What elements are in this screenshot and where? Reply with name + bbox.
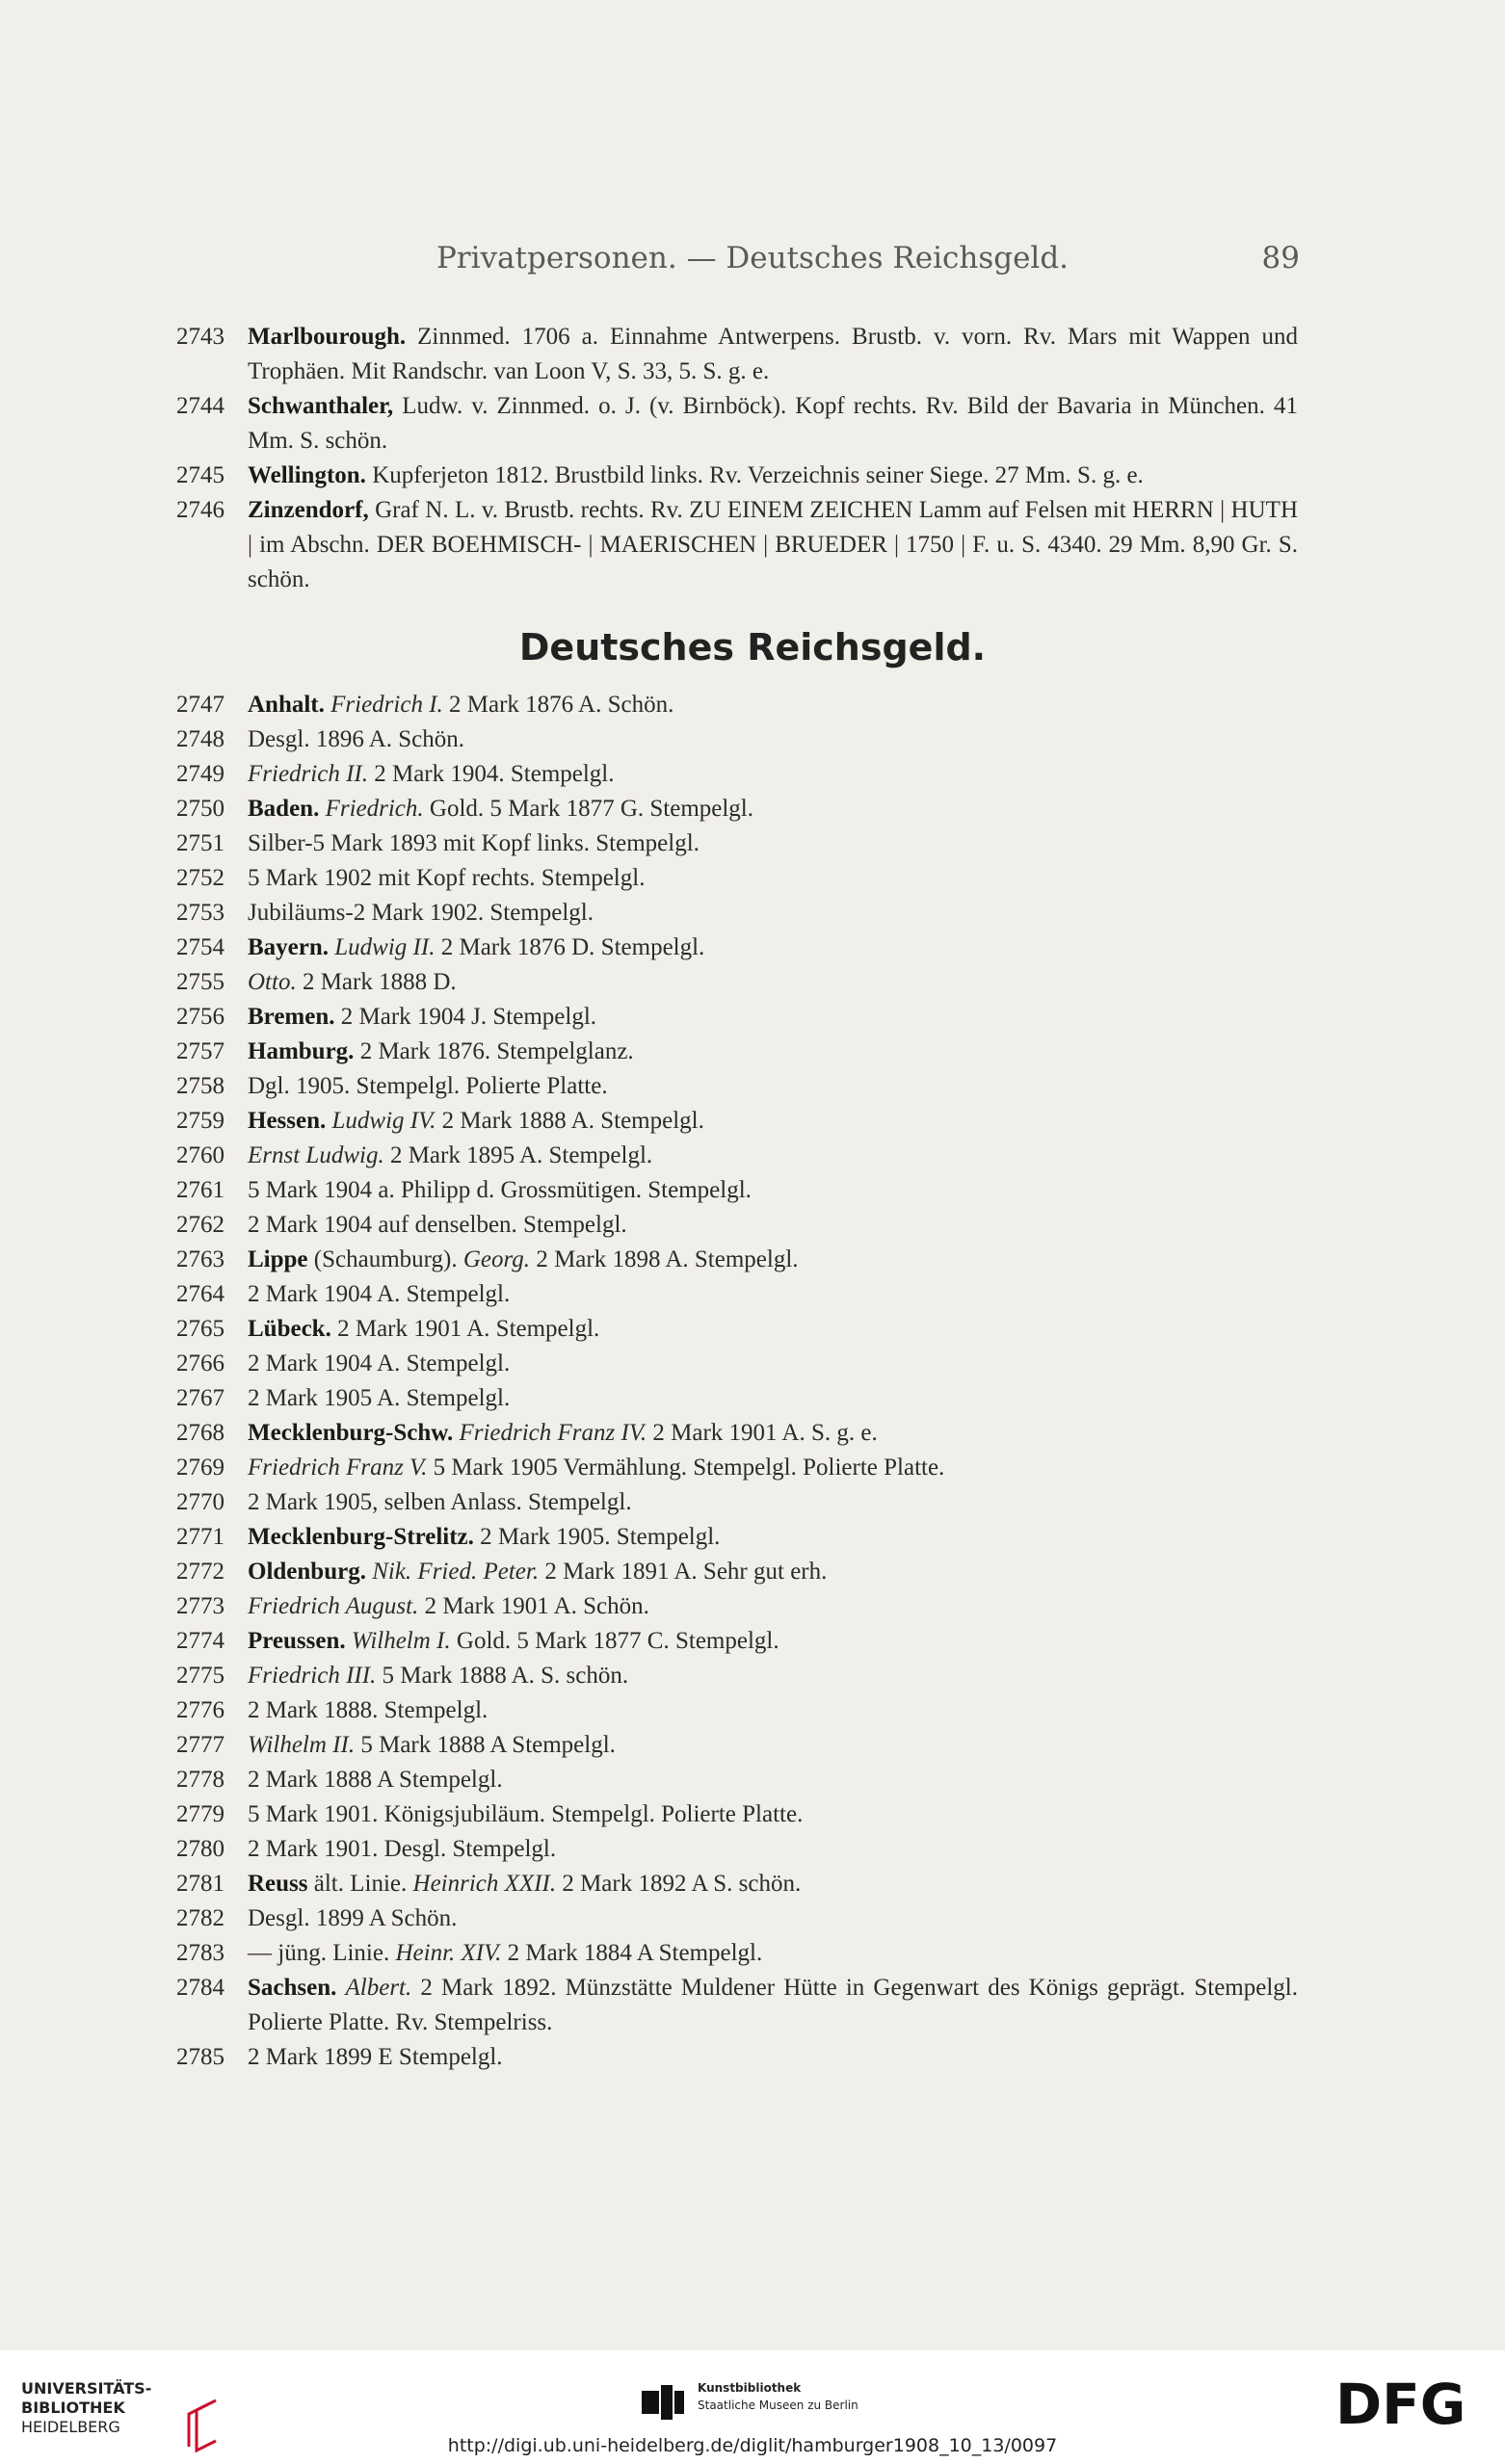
- entry-ruler: Ludwig IV.: [331, 1108, 436, 1134]
- entry-ruler: Heinrich XXII.: [412, 1871, 557, 1897]
- entry-text: Baden. Friedrich. Gold. 5 Mark 1877 G. Stempelgl.: [248, 796, 754, 822]
- entry-number: 2773: [176, 1593, 224, 1619]
- entry-place: Hessen.: [248, 1108, 327, 1134]
- catalog-entry: [0, 1936, 1505, 1971]
- entry-ruler: Ludwig II.: [334, 934, 436, 960]
- entry-place: Marlbourough.: [248, 324, 407, 350]
- entry-ruler: Friedrich III.: [248, 1663, 377, 1689]
- entry-number: 2766: [176, 1350, 224, 1376]
- entries-top-list: [0, 320, 1505, 597]
- kunstbibliothek-logo[interactable]: [640, 2381, 890, 2429]
- catalog-entry: [0, 1693, 1505, 1728]
- entry-text: Bremen. 2 Mark 1904 J. Stempelgl.: [248, 1004, 597, 1030]
- entry-number: 2757: [176, 1038, 224, 1064]
- entry-number: 2743: [176, 324, 224, 350]
- entry-number: 2774: [176, 1628, 224, 1654]
- entry-text: Hessen. Ludwig IV. 2 Mark 1888 A. Stempelgl.: [248, 1108, 704, 1134]
- catalog-entries: [0, 320, 1505, 2075]
- entry-place: Sachsen.: [248, 1975, 337, 2001]
- entry-text: Mecklenburg-Schw. Friedrich Franz IV. 2 Mark 1901 A. S. g. e.: [248, 1420, 878, 1446]
- entry-ruler: Wilhelm I.: [351, 1628, 451, 1654]
- entry-text: 2 Mark 1904 A. Stempelgl.: [248, 1350, 511, 1376]
- entry-number: 2771: [176, 1524, 224, 1550]
- entry-text: Reuss ält. Linie. Heinrich XXII. 2 Mark 1892 A S. schön.: [248, 1871, 802, 1897]
- dfg-logo-icon[interactable]: [1332, 2368, 1486, 2435]
- catalog-entry: [0, 1451, 1505, 1485]
- catalog-entry: [0, 1763, 1505, 1797]
- entry-number: 2758: [176, 1073, 224, 1099]
- catalog-entry: [0, 1381, 1505, 1416]
- entry-place: Bremen.: [248, 1004, 335, 1030]
- kunstbibliothek-icon: [640, 2383, 686, 2422]
- catalog-entry: [0, 688, 1505, 722]
- entry-ruler: Otto.: [248, 969, 297, 995]
- entry-text: Desgl. 1899 A Schön.: [248, 1905, 458, 1931]
- entry-number: 2767: [176, 1385, 224, 1411]
- catalog-entry: [0, 1728, 1505, 1763]
- entry-text: Oldenburg. Nik. Fried. Peter. 2 Mark 1891 A. Sehr gut erh.: [248, 1559, 828, 1585]
- header-title: Privatpersonen. — Deutsches Reichsgeld.: [436, 241, 1069, 275]
- entry-text: Friedrich II. 2 Mark 1904. Stempelgl.: [248, 761, 615, 787]
- catalog-entry: [0, 1659, 1505, 1693]
- catalog-entry: [0, 493, 1505, 597]
- entry-text: 2 Mark 1905, selben Anlass. Stempelgl.: [248, 1489, 632, 1515]
- entry-number: 2765: [176, 1316, 224, 1342]
- entry-number: 2744: [176, 393, 224, 419]
- entry-place: Lippe: [248, 1246, 308, 1272]
- entry-ruler: Wilhelm II.: [248, 1732, 356, 1758]
- entry-number: 2761: [176, 1177, 224, 1203]
- entry-ruler: Heinr. XIV.: [395, 1940, 502, 1966]
- entry-number: 2763: [176, 1246, 224, 1272]
- entry-ruler: Albert.: [345, 1975, 412, 2001]
- entry-text: Otto. 2 Mark 1888 D.: [248, 969, 457, 995]
- page-number: 89: [1261, 241, 1300, 275]
- entry-ruler: Georg.: [462, 1246, 531, 1272]
- entries-main-list: [0, 688, 1505, 2075]
- catalog-entry: [0, 1035, 1505, 1069]
- entry-number: 2764: [176, 1281, 224, 1307]
- catalog-entry: [0, 1832, 1505, 1867]
- kb-name: Kunstbibliothek: [698, 2381, 802, 2395]
- entry-text: 2 Mark 1888 A Stempelgl.: [248, 1767, 503, 1793]
- entry-number: 2747: [176, 692, 224, 718]
- catalog-entry: [0, 1901, 1505, 1936]
- entry-text: Preussen. Wilhelm I. Gold. 5 Mark 1877 C. Stempelgl.: [248, 1628, 779, 1654]
- catalog-entry: [0, 1173, 1505, 1208]
- catalog-entry: [0, 792, 1505, 826]
- entry-text: Sachsen. Albert. 2 Mark 1892. Münzstätte Muldener Hütte in Gegenwart des Königs geprägt. Stempelgl. Polierte Platte. Rv. Stempelriss.: [248, 1975, 1298, 2035]
- entry-number: 2783: [176, 1940, 224, 1966]
- catalog-entry: [0, 757, 1505, 792]
- entry-place: Mecklenburg-Strelitz.: [248, 1524, 474, 1550]
- entry-place: Lübeck.: [248, 1316, 331, 1342]
- entry-number: 2749: [176, 761, 224, 787]
- entry-text: Dgl. 1905. Stempelgl. Polierte Platte.: [248, 1073, 608, 1099]
- entry-number: 2779: [176, 1801, 224, 1827]
- entry-ruler: Friedrich Franz V.: [248, 1455, 428, 1481]
- entry-number: 2754: [176, 934, 224, 960]
- entry-text: Desgl. 1896 A. Schön.: [248, 726, 464, 752]
- entry-place: Schwanthaler,: [248, 393, 394, 419]
- entry-text: Schwanthaler, Ludw. v. Zinnmed. o. J. (v. Birnböck). Kopf rechts. Rv. Bild der Bavaria in München. 41 Mm. S. schön.: [248, 393, 1298, 454]
- entry-number: 2755: [176, 969, 224, 995]
- catalog-entry: [0, 1104, 1505, 1139]
- ub-heidelberg-logo[interactable]: [21, 2379, 233, 2437]
- ub-logo-line: HEIDELBERG: [21, 2418, 120, 2436]
- entry-number: 2746: [176, 497, 224, 523]
- kb-subtitle: Staatliche Museen zu Berlin: [698, 2398, 858, 2412]
- entry-text: 2 Mark 1888. Stempelgl.: [248, 1697, 488, 1723]
- entry-ruler: Friedrich August.: [248, 1593, 419, 1619]
- entry-place: Wellington.: [248, 462, 366, 488]
- entry-text: Friedrich August. 2 Mark 1901 A. Schön.: [248, 1593, 649, 1619]
- catalog-entry: [0, 320, 1505, 389]
- entry-number: 2778: [176, 1767, 224, 1793]
- catalog-entry: [0, 1347, 1505, 1381]
- catalog-entry: [0, 1312, 1505, 1347]
- entry-text: Mecklenburg-Strelitz. 2 Mark 1905. Stempelgl.: [248, 1524, 721, 1550]
- entry-text: Silber-5 Mark 1893 mit Kopf links. Stempelgl.: [248, 830, 700, 856]
- entry-text: Zinzendorf, Graf N. L. v. Brustb. rechts. Rv. ZU EINEM ZEICHEN Lamm auf Felsen mit HERRN | HUTH | im Abschn. DER BOEHMISCH- | MAERISCHEN | BRUEDER | 1750 | F. u. S. 4340. 29 Mm. 8,90 Gr. S. schön.: [248, 497, 1298, 592]
- catalog-entry: [0, 896, 1505, 931]
- entry-number: 2772: [176, 1559, 224, 1585]
- entry-place: Mecklenburg-Schw.: [248, 1420, 454, 1446]
- entry-ruler: Friedrich.: [325, 796, 424, 822]
- entry-text: 2 Mark 1905 A. Stempelgl.: [248, 1385, 511, 1411]
- catalog-entry: [0, 1555, 1505, 1589]
- entry-number: 2782: [176, 1905, 224, 1931]
- catalog-entry: [0, 1520, 1505, 1555]
- entry-number: 2775: [176, 1663, 224, 1689]
- catalog-entry: [0, 1416, 1505, 1451]
- entry-text: 2 Mark 1904 auf denselben. Stempelgl.: [248, 1212, 627, 1238]
- entry-place: Bayern.: [248, 934, 330, 960]
- catalog-entry: [0, 1069, 1505, 1104]
- catalog-entry: [0, 2040, 1505, 2075]
- catalog-entry: [0, 1485, 1505, 1520]
- entry-place: Baden.: [248, 796, 320, 822]
- entry-number: 2760: [176, 1142, 224, 1168]
- entry-text: Marlbourough. Zinnmed. 1706 a. Einnahme Antwerpens. Brustb. v. vorn. Rv. Mars mit Wappen und Trophäen. Mit Randschr. van Loon V, S. 33, 5. S. g. e.: [248, 324, 1298, 384]
- entry-number: 2748: [176, 726, 224, 752]
- entry-number: 2753: [176, 900, 224, 926]
- entry-number: 2759: [176, 1108, 224, 1134]
- entry-text: 5 Mark 1902 mit Kopf rechts. Stempelgl.: [248, 865, 646, 891]
- entry-place: Preussen.: [248, 1628, 346, 1654]
- entry-number: 2777: [176, 1732, 224, 1758]
- entry-number: 2781: [176, 1871, 224, 1897]
- entry-number: 2776: [176, 1697, 224, 1723]
- catalog-entry: [0, 1243, 1505, 1277]
- entry-text: Lübeck. 2 Mark 1901 A. Stempelgl.: [248, 1316, 600, 1342]
- catalog-entry: [0, 826, 1505, 861]
- catalog-entry: [0, 722, 1505, 757]
- entry-place: Hamburg.: [248, 1038, 355, 1064]
- entry-text: Anhalt. Friedrich I. 2 Mark 1876 A. Schön.: [248, 692, 674, 718]
- entry-number: 2756: [176, 1004, 224, 1030]
- entry-ruler: Ernst Ludwig.: [248, 1142, 384, 1168]
- entry-number: 2785: [176, 2044, 224, 2070]
- entry-number: 2769: [176, 1455, 224, 1481]
- catalog-entry: [0, 861, 1505, 896]
- entry-ruler: Friedrich Franz IV.: [459, 1420, 647, 1446]
- entry-text: Friedrich Franz V. 5 Mark 1905 Vermählung. Stempelgl. Polierte Platte.: [248, 1455, 945, 1481]
- catalog-entry: [0, 1208, 1505, 1243]
- entry-number: 2780: [176, 1836, 224, 1862]
- entry-ruler: Friedrich II.: [248, 761, 368, 787]
- catalog-entry: [0, 931, 1505, 965]
- catalog-entry: [0, 1624, 1505, 1659]
- entry-text: 5 Mark 1904 a. Philipp d. Grossmütigen. Stempelgl.: [248, 1177, 752, 1203]
- entry-text: Wilhelm II. 5 Mark 1888 A Stempelgl.: [248, 1732, 616, 1758]
- catalog-entry: [0, 459, 1505, 493]
- section-heading: Deutsches Reichsgeld.: [518, 626, 987, 668]
- entry-text: Wellington. Kupferjeton 1812. Brustbild links. Rv. Verzeichnis seiner Siege. 27 Mm. S. g. e.: [248, 462, 1144, 488]
- entry-place: Zinzendorf,: [248, 497, 369, 523]
- entry-text: Hamburg. 2 Mark 1876. Stempelglanz.: [248, 1038, 634, 1064]
- entry-text: — jüng. Linie. Heinr. XIV. 2 Mark 1884 A Stempelgl.: [248, 1940, 763, 1966]
- entry-text: 2 Mark 1899 E Stempelgl.: [248, 2044, 503, 2070]
- entry-number: 2770: [176, 1489, 224, 1515]
- entry-text: 5 Mark 1901. Königsjubiläum. Stempelgl. Polierte Platte.: [248, 1801, 804, 1827]
- catalog-entry: [0, 1971, 1505, 2040]
- ub-logo-line: BIBLIOTHEK: [21, 2398, 125, 2417]
- entry-number: 2751: [176, 830, 224, 856]
- entry-number: 2750: [176, 796, 224, 822]
- entry-text: Bayern. Ludwig II. 2 Mark 1876 D. Stempelgl.: [248, 934, 705, 960]
- running-header: [0, 241, 1505, 289]
- entry-number: 2745: [176, 462, 224, 488]
- entry-text: Ernst Ludwig. 2 Mark 1895 A. Stempelgl.: [248, 1142, 653, 1168]
- dfg-logo-text: DFG: [1335, 2372, 1466, 2435]
- entry-text: Friedrich III. 5 Mark 1888 A. S. schön.: [248, 1663, 629, 1689]
- entry-text: Jubiläums-2 Mark 1902. Stempelgl.: [248, 900, 594, 926]
- catalog-entry: [0, 1589, 1505, 1624]
- ub-logo-line: UNIVERSITÄTS-: [21, 2379, 152, 2398]
- catalog-entry: [0, 1797, 1505, 1832]
- catalog-entry: [0, 1867, 1505, 1901]
- catalog-entry: [0, 1000, 1505, 1035]
- entry-place: Oldenburg.: [248, 1559, 366, 1585]
- entry-place: Reuss: [248, 1871, 308, 1897]
- entry-ruler: Friedrich I.: [330, 692, 443, 718]
- catalog-entry: [0, 1277, 1505, 1312]
- entry-text: 2 Mark 1901. Desgl. Stempelgl.: [248, 1836, 557, 1862]
- entry-number: 2752: [176, 865, 224, 891]
- entry-ruler: Nik. Fried. Peter.: [372, 1559, 540, 1585]
- entry-number: 2768: [176, 1420, 224, 1446]
- entry-text: 2 Mark 1904 A. Stempelgl.: [248, 1281, 511, 1307]
- entry-place: Anhalt.: [248, 692, 325, 718]
- catalog-entry: [0, 965, 1505, 1000]
- entry-text: Lippe (Schaumburg). Georg. 2 Mark 1898 A. Stempelgl.: [248, 1246, 799, 1272]
- entry-number: 2762: [176, 1212, 224, 1238]
- catalog-entry: [0, 1139, 1505, 1173]
- catalog-entry: [0, 389, 1505, 459]
- source-url[interactable]: http://digi.ub.uni-heidelberg.de/diglit/hamburger1908_10_13/0097: [447, 2435, 1058, 2456]
- entry-number: 2784: [176, 1975, 224, 2001]
